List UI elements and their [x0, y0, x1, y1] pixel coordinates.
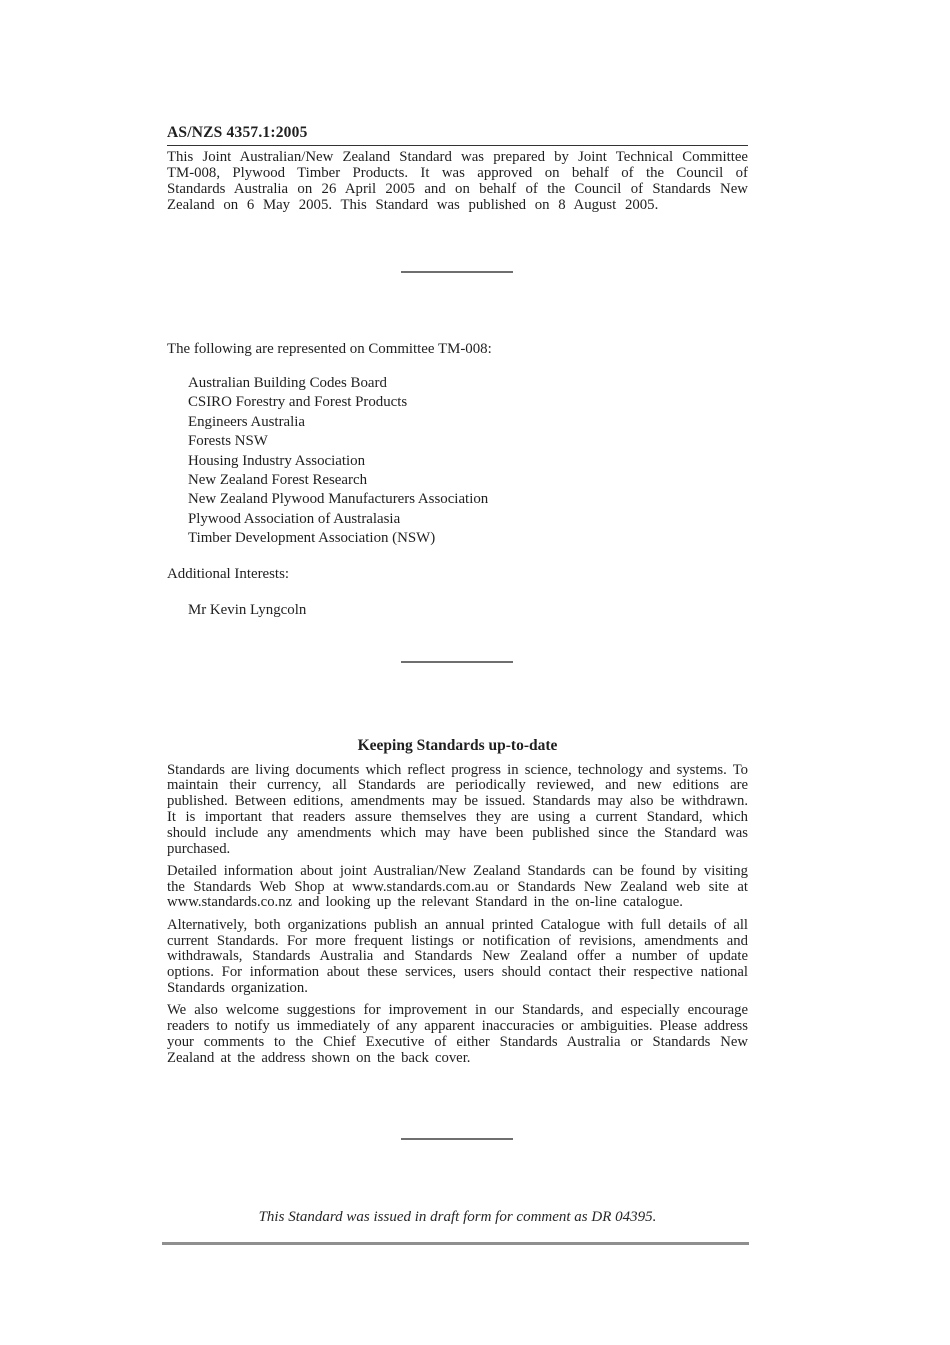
committee-member: Plywood Association of Australasia: [188, 510, 401, 527]
keeping-paragraph: Alternatively, both organizations publish an annual printed Catalogue with full details of all current Standards. For more frequent listings or notification of revisions, amendments and withdrawals, Standards Australia and Standards New Zealand offer a number of update options. For information about these services, users should contact their respective national Standards organization.: [167, 916, 748, 996]
draft-comment-note: This Standard was issued in draft form for comment as DR 04395.: [258, 1209, 657, 1225]
additional-interests-label: Additional Interests:: [167, 565, 289, 582]
keeping-paragraph: Detailed information about joint Australian/New Zealand Standards can be found by visiting the Standards Web Shop at www.standards.com.au or Standards New Zealand web site at www.standards.co.nz and looking up the relevant Standard in the on-line catalogue.: [167, 862, 748, 911]
section-divider: [401, 661, 513, 663]
section-divider: [401, 271, 513, 273]
committee-intro: The following are represented on Committee TM-008:: [167, 341, 492, 357]
section-divider: [401, 1138, 513, 1140]
header-section: [167, 124, 748, 213]
keeping-standards-section: [167, 737, 748, 1073]
bottom-rule: [162, 1242, 749, 1245]
keeping-standards-title: Keeping Standards up-to-date: [357, 737, 558, 754]
header-rule: [167, 145, 748, 147]
committee-member: Housing Industry Association: [188, 452, 366, 469]
preparation-paragraph: This Joint Australian/New Zealand Standard was prepared by Joint Technical Committee TM-008, Plywood Timber Products. It was approved on behalf of the Council of Standards Australia on 26 April 2005 and on behalf of the Council of Standards New Zealand on 6 May 2005. This Standard was published on 8 August 2005.: [167, 149, 748, 214]
committee-member: Australian Building Codes Board: [188, 375, 387, 391]
committee-member: CSIRO Forestry and Forest Products: [188, 394, 408, 411]
standard-code: AS/NZS 4357.1:2005: [167, 124, 308, 141]
committee-member-list: [188, 374, 748, 549]
committee-member: New Zealand Plywood Manufacturers Association: [188, 491, 489, 508]
keeping-paragraph: We also welcome suggestions for improvement in our Standards, and especially encourage readers to notify us immediately of any apparent inaccuracies or ambiguities. Please address your comments to the Chief Executive of either Standards Australia or Standards New Zealand at the address shown on the back cover.: [167, 1002, 748, 1066]
committee-member: Timber Development Association (NSW): [188, 530, 436, 547]
committee-member: Engineers Australia: [188, 413, 306, 430]
committee-section: [167, 340, 748, 620]
keeping-paragraph: Standards are living documents which reflect progress in science, technology and systems. To maintain their currency, all Standards are periodically reviewed, and new editions are published. Between editions, amendments may be issued. Standards may also be withdrawn. It is important that readers assure themselves they are using a current Standard, which should include any amendments which may have been published since the Standard was purchased.: [167, 761, 748, 857]
committee-member: New Zealand Forest Research: [188, 472, 368, 489]
committee-member: Forests NSW: [188, 433, 268, 450]
additional-interest-name: Mr Kevin Lyngcoln: [188, 601, 307, 618]
